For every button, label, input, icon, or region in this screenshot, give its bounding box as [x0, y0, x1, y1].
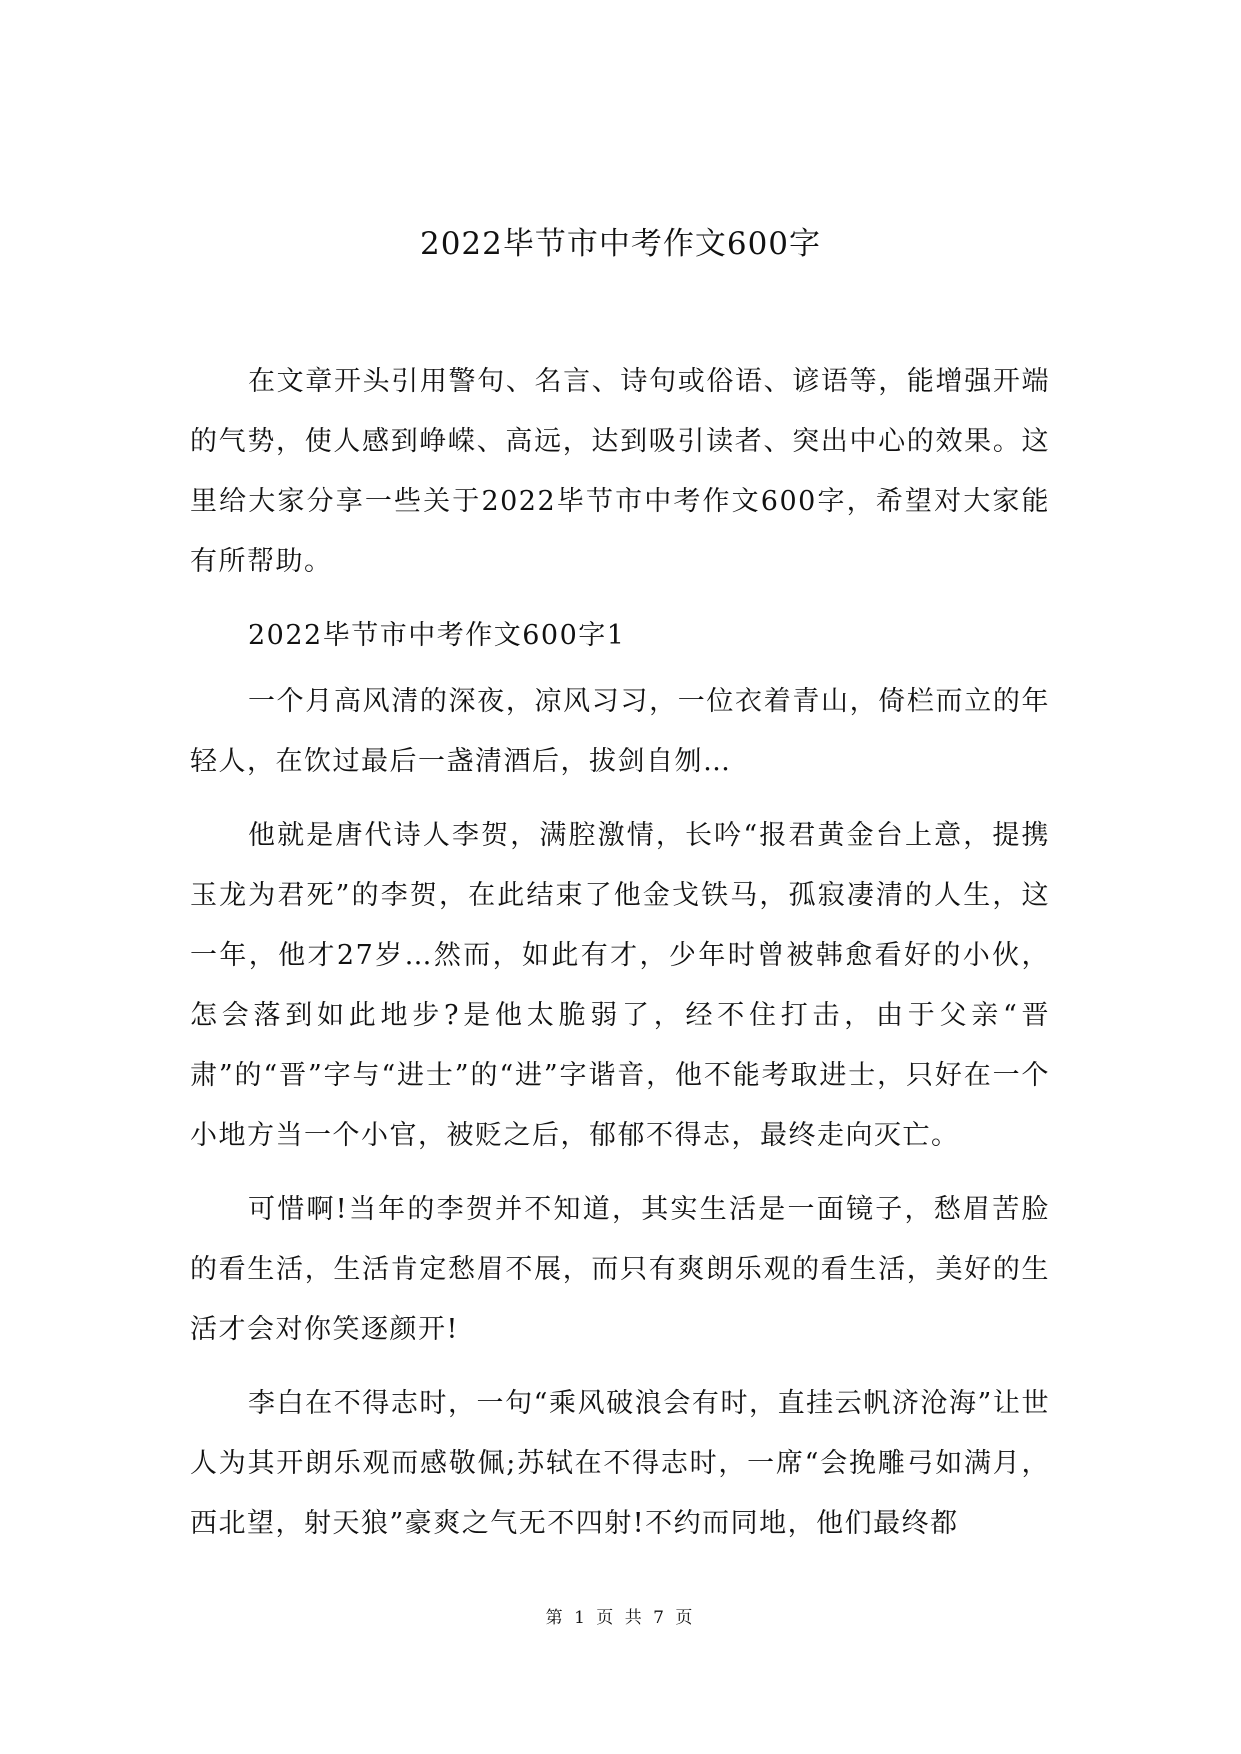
intro-paragraph: 在文章开头引用警句、名言、诗句或俗语、谚语等，能增强开端的气势，使人感到峥嵘、高远，达到吸引读者、突出中心的效果。这里给大家分享一些关于2022毕节市中考作文600字，希望对大家能有所帮助。	[190, 366, 1050, 577]
body-paragraph: 李白在不得志时，一句“乘风破浪会有时，直挂云帆济沧海”让世人为其开朗乐观而感敬佩;苏轼在不得志时，一席“会挽雕弓如满月，西北望，射天狼”豪爽之气无不四射!不约而同地，他们最终都	[190, 1388, 1050, 1539]
document-title: 2022毕节市中考作文600字	[419, 226, 822, 262]
section-heading: 2022毕节市中考作文600字1	[248, 620, 626, 651]
body-paragraph: 一个月高风清的深夜，凉风习习，一位衣着青山，倚栏而立的年轻人，在饮过最后一盏清酒后，拔剑自刎…	[190, 686, 1050, 777]
body-paragraph: 可惜啊!当年的李贺并不知道，其实生活是一面镜子，愁眉苦脸的看生活，生活肯定愁眉不展，而只有爽朗乐观的看生活，美好的生活才会对你笑逐颜开!	[190, 1194, 1050, 1345]
page-footer	[0, 1606, 1241, 1630]
document-body	[190, 352, 1050, 1568]
page-number-label: 第 1 页 共 7 页	[545, 1608, 696, 1628]
body-paragraph: 他就是唐代诗人李贺，满腔激情，长吟“报君黄金台上意，提携玉龙为君死”的李贺，在此结束了他金戈铁马，孤寂凄清的人生，这一年，他才27岁…然而，如此有才，少年时曾被韩愈看好的小伙，怎会落到如此地步?是他太脆弱了，经不住打击，由于父亲“晋肃”的“晋”字与“进士”的“进”字谐音，他不能考取进士，只好在一个小地方当一个小官，被贬之后，郁郁不得志，最终走向灭亡。	[190, 820, 1050, 1151]
